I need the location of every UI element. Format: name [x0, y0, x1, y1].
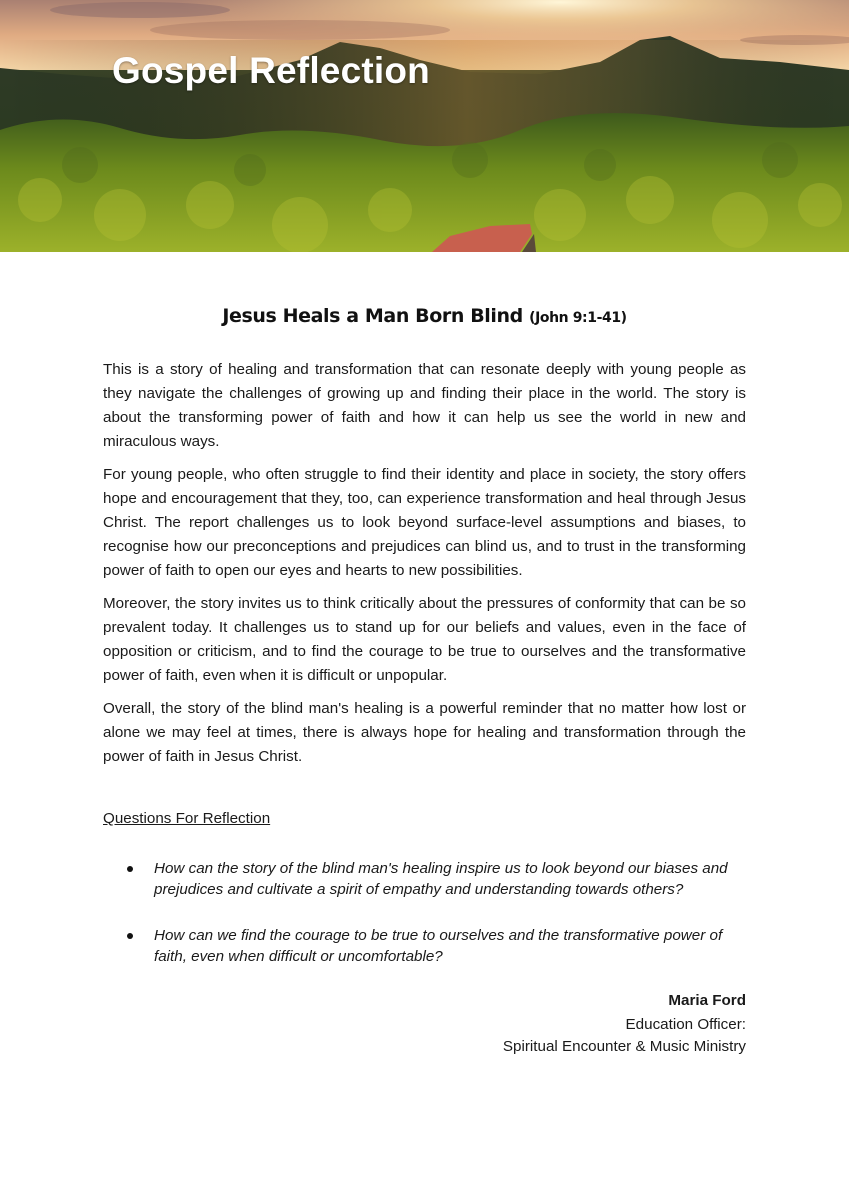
question-text: How can the story of the blind man's healing inspire us to look beyond our biases and prejudices and cultivate a spirit of empathy and understanding towards others?: [154, 860, 728, 898]
paragraph: Moreover, the story invites us to think critically about the pressures of conformity that can be so prevalent today. It challenges us to stand up for our beliefs and values, even in the face of opposition or criticism, and to find the courage to be true to ourselves and the transformative power of faith, even when it is difficult or unpopular.: [103, 595, 746, 684]
paragraph: This is a story of healing and transformation that can resonate deeply with young people as they navigate the challenges of growing up and finding their place in the world. The story is about the transforming power of faith and how it can help us see the world in new and miraculous ways.: [103, 361, 746, 450]
title-text: Jesus Heals a Man Born Blind: [222, 305, 523, 327]
scripture-reference: (John 9:1-41): [529, 310, 627, 326]
author-role: Education Officer:: [625, 1016, 746, 1033]
question-text: How can we find the courage to be true to ourselves and the transformative power of faith, even when difficult or uncomfortable?: [154, 927, 723, 965]
landscape-image: [0, 0, 849, 252]
reflection-body: [103, 358, 746, 778]
author-name: Maria Ford: [668, 992, 746, 1009]
paragraph: For young people, who often struggle to find their identity and place in society, the story offers hope and encouragement that they, too, can experience transformation and heal through Jesus Christ. The report challenges us to look beyond surface-level assumptions and biases, to recognise how our preconceptions and prejudices can blind us, and to trust in the transforming power of faith to open our eyes and hearts to new possibilities.: [103, 466, 746, 579]
questions-list: [103, 858, 746, 992]
signature-block: [503, 990, 746, 1058]
questions-heading: Questions For Reflection: [103, 810, 271, 827]
author-department: Spiritual Encounter & Music Ministry: [502, 1038, 746, 1055]
question-item: [103, 858, 746, 900]
question-item: [103, 925, 746, 967]
header-banner: [0, 0, 849, 252]
document-title: [0, 305, 849, 327]
bullet-icon: [127, 866, 133, 872]
banner-title: Gospel Reflection: [112, 50, 430, 91]
bullet-icon: [127, 933, 133, 939]
paragraph: Overall, the story of the blind man's healing is a powerful reminder that no matter how lost or alone we may feel at times, there is always hope for healing and transformation through the power of faith in Jesus Christ.: [103, 700, 746, 765]
